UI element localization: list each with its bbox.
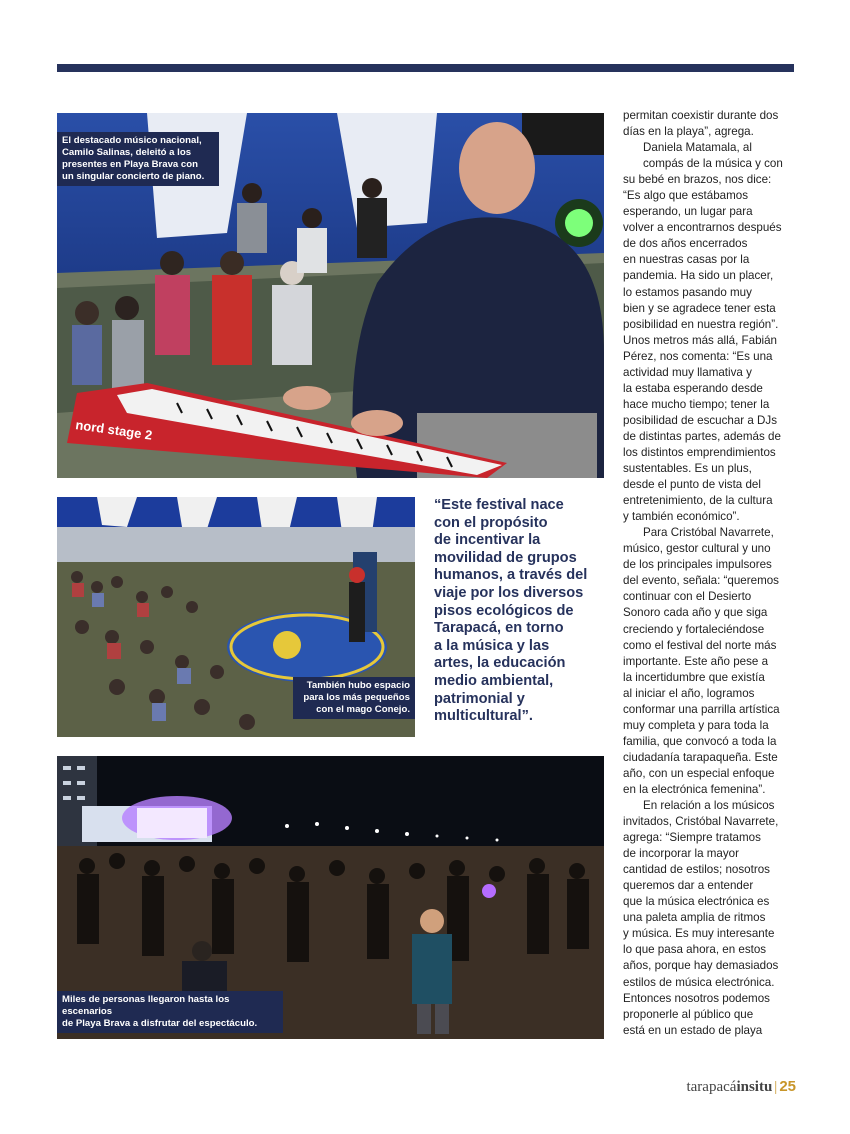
quote-line: medio ambiental, [434,672,554,689]
quote-line: artes, la educación [434,655,566,672]
body-line: y también económico”. [623,510,740,524]
body-line: continuar con el Desierto [623,590,752,604]
pull-quote [434,497,606,726]
quote-line: Tarapacá, en torno [434,620,564,637]
body-line: días en la playa”, agrega. [623,125,754,139]
body-line: Daniela Matamala, al [643,141,752,155]
body-line: en la electrónica femenina”. [623,782,766,796]
page-footer [686,1078,796,1096]
body-line: pandemia. Ha sido un placer, [623,269,774,283]
quote-line: patrimonial y [434,690,525,707]
body-line: en nuestras casas por la [623,253,750,267]
quote-line: humanos, a través del [434,567,588,584]
body-line: permitan coexistir durante dos [623,109,779,122]
body-line: creciendo y fortaleciéndose [623,622,765,636]
body-line: de incorporar la mayor [623,847,739,861]
caption-pianist [57,132,219,186]
quote-line: pisos ecológicos de [434,602,574,619]
quote-line: a la música y las [434,637,550,654]
caption-line: para los más pequeños [303,692,410,703]
body-line: queremos dar a entender [623,879,754,893]
body-line: ciudadanía tarapaqueña. Este [623,750,778,764]
body-line: proponerle al público que [623,1007,754,1021]
caption-line: El destacado músico nacional, [62,135,202,146]
body-line: posibilidad de escuchar a DJs [623,413,778,427]
body-line: que la música electrónica es [623,895,770,909]
body-line: Sonoro cada año y que siga [623,606,768,620]
body-line: conformar una parrilla artística [623,702,780,716]
body-line: entretenimiento, de la cultura [623,494,773,508]
quote-line: movilidad de grupos [434,549,577,566]
caption-line: con el mago Conejo. [316,704,410,715]
body-line: de distintas partes, además de [623,429,781,443]
body-line: hace mucho tiempo; tener la [623,397,770,411]
body-line: músico, gestor cultural y uno [623,542,771,556]
body-line: agrega: “Siempre tratamos [623,831,761,845]
caption-line: un singular concierto de piano. [62,171,205,182]
body-line: la estaba esperando desde [623,381,763,395]
body-line: de los principales impulsores [623,558,772,572]
body-line: compás de la música y con [643,157,783,171]
body-line: “Es algo que estábamos [623,189,749,203]
quote-line: multicultural”. [434,708,533,725]
caption-magic-show [293,677,415,719]
body-line: estilos de música electrónica. [623,975,775,989]
footer-brand [686,1079,772,1095]
body-line: posibilidad en nuestra región”. [623,317,779,331]
body-line: sustentables. Es un plus, [623,462,752,476]
body-line: de dos años encerrados [623,237,748,251]
page-number: 25 [779,1078,796,1095]
caption-line: de Playa Brava a disfrutar del espectáculo. [62,1018,258,1029]
body-line: importante. Este año pese a [623,654,769,668]
caption-line: presentes en Playa Brava con [62,159,198,170]
body-line: año, con un especial enfoque [623,766,775,780]
body-line: Entonces nosotros podemos [623,991,770,1005]
body-line: lo que pasa ahora, en estos [623,943,767,957]
body-line: su bebé en brazos, nos dice: [623,173,772,187]
body-line: y música. Es muy interesante [623,927,775,941]
keyboard-brand-label: nord stage 2 [74,417,154,443]
caption-night-crowd [57,991,283,1033]
body-line: como el festival del norte más [623,638,777,652]
quote-line: viaje por los diversos [434,584,584,601]
caption-line: Camilo Salinas, deleitó a los [62,147,192,158]
body-line: Unos metros más allá, Fabián [623,333,778,347]
body-line: una paleta amplia de ritmos [623,911,766,925]
body-line: familia, que convocó a toda la [623,734,777,748]
body-line: al iniciar el año, logramos [623,686,755,700]
quote-line: “Este festival nace [434,497,564,513]
quote-line: con el propósito [434,514,548,531]
footer-separator: | [774,1079,778,1095]
body-line: bien y se agradece tener esta [623,301,776,315]
footer-brand-plain: tarapacá [686,1079,737,1095]
body-line: Pérez, nos comenta: “Es una [623,349,773,363]
body-line: volver a encontrarnos después [623,221,782,235]
body-line: muy completa y para toda la [623,718,769,732]
footer-brand-bold: insitu [736,1079,773,1095]
body-line: del evento, señala: “queremos [623,574,779,588]
body-line: desde el punto de vista del [623,478,761,492]
body-line: está en un estado de playa [623,1023,763,1037]
body-line: actividad muy llamativa y [623,365,752,379]
body-line: años, porque hay demasiados [623,959,779,973]
caption-line: También hubo espacio [306,680,410,691]
body-line: la incertidumbre que existía [623,670,765,684]
quote-line: de incentivar la [434,532,541,549]
body-line: Para Cristóbal Navarrete, [643,526,774,540]
top-rule [57,64,794,72]
body-line: cantidad de estilos; nosotros [623,863,770,877]
body-line: esperando, un lugar para [623,205,753,219]
body-line: invitados, Cristóbal Navarrete, [623,815,779,829]
body-line: lo estamos pasando muy [623,285,752,299]
body-line: En relación a los músicos [643,799,775,813]
body-text-column [623,108,795,1039]
caption-line: Miles de personas llegaron hasta los escenarios [62,994,230,1017]
body-line: los distintos emprendimientos [623,445,776,459]
